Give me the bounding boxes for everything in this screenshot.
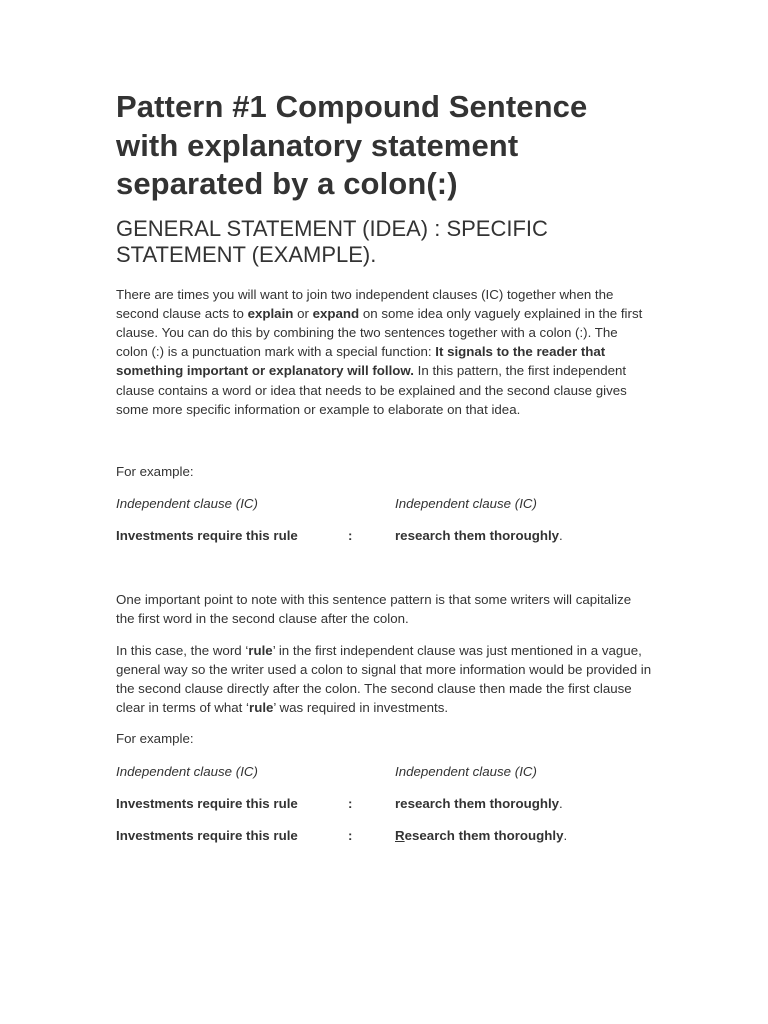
example2-row2-colon: : xyxy=(348,827,353,843)
example2-sentence-row-1 xyxy=(116,794,652,813)
example2-row2-left: Investments require this rule xyxy=(116,827,298,843)
page-title xyxy=(116,88,652,204)
example2-sentence-row-2 xyxy=(116,826,652,845)
intro-paragraph xyxy=(116,285,652,419)
example-period: . xyxy=(559,528,563,544)
intro-bold-explain: explain xyxy=(247,305,294,321)
example2-header-row xyxy=(116,762,652,781)
example2-row1-right-wrap xyxy=(395,794,563,813)
example2-row1-colon: : xyxy=(348,795,353,811)
explanation-bold-rule-2: rule xyxy=(249,700,274,716)
subtitle-line-1: GENERAL STATEMENT (IDEA) : SPECIFIC xyxy=(116,215,548,241)
example2-row2-right-wrap xyxy=(395,826,567,845)
ic-label-right: Independent clause (IC) xyxy=(395,496,537,512)
example2-row2-period: . xyxy=(563,827,568,843)
example-header-row xyxy=(116,494,652,513)
explanation-paragraph xyxy=(116,641,652,718)
intro-text-2: or xyxy=(293,305,313,321)
example-label-2: For example: xyxy=(116,731,194,747)
example2-row2-right: esearch them thoroughly xyxy=(404,827,564,843)
explanation-text-1: In this case, the word ‘ xyxy=(116,642,249,658)
intro-text-3: on some idea only vaguely explained in the first clause. You can do this by combining the two sentences together with a colon (:). The colon (:) is a punctuation mark with a special function: xyxy=(116,305,643,360)
title-line-3: separated by a colon(:) xyxy=(116,166,458,201)
intro-text-1: There are times you will want to join two independent clauses (IC) together when the second clause acts to xyxy=(116,286,614,321)
example2-row2-capital-r: R xyxy=(395,827,405,843)
title-line-1: Pattern #1 Compound Sentence xyxy=(116,89,588,124)
subtitle-line-2: STATEMENT (EXAMPLE). xyxy=(116,241,377,267)
page-subtitle xyxy=(116,216,652,268)
ic-label-left-2: Independent clause (IC) xyxy=(116,763,258,779)
example-right-clause-wrap xyxy=(395,526,563,545)
document-page xyxy=(116,88,652,845)
explanation-text-3: ’ was required in investments. xyxy=(273,700,449,716)
ic-label-left: Independent clause (IC) xyxy=(116,496,258,512)
example2-row1-left: Investments require this rule xyxy=(116,795,298,811)
example-label: For example: xyxy=(116,463,194,479)
intro-text-4: In this pattern, the first independent clause contains a word or idea that needs to be explained and the second clause gives some more specific information or example to elaborate on that idea. xyxy=(116,363,627,417)
intro-bold-expand: expand xyxy=(312,305,360,321)
note-paragraph: One important point to note with this sentence pattern is that some writers will capitalize the first word in the second clause after the colon. xyxy=(116,592,632,627)
ic-label-right-2: Independent clause (IC) xyxy=(395,763,537,779)
intro-bold-signal: It signals to the reader that something important or explanatory will follow. xyxy=(116,344,606,379)
example2-row1-period: . xyxy=(559,795,563,811)
example2-row1-right: research them thoroughly xyxy=(395,795,560,811)
example-right-clause: research them thoroughly xyxy=(395,528,560,544)
example-left-clause: Investments require this rule xyxy=(116,528,298,544)
explanation-text-2: ’ in the first independent clause was just mentioned in a vague, general way so the writer used a colon to signal that more information would be provided in the second clause directly after the colon. The second clause then made the first clause clear in terms of what ‘ xyxy=(116,642,652,716)
example-colon: : xyxy=(348,528,353,544)
explanation-bold-rule-1: rule xyxy=(248,642,273,658)
example-sentence-row xyxy=(116,526,652,545)
title-line-2: with explanatory statement xyxy=(116,127,519,163)
